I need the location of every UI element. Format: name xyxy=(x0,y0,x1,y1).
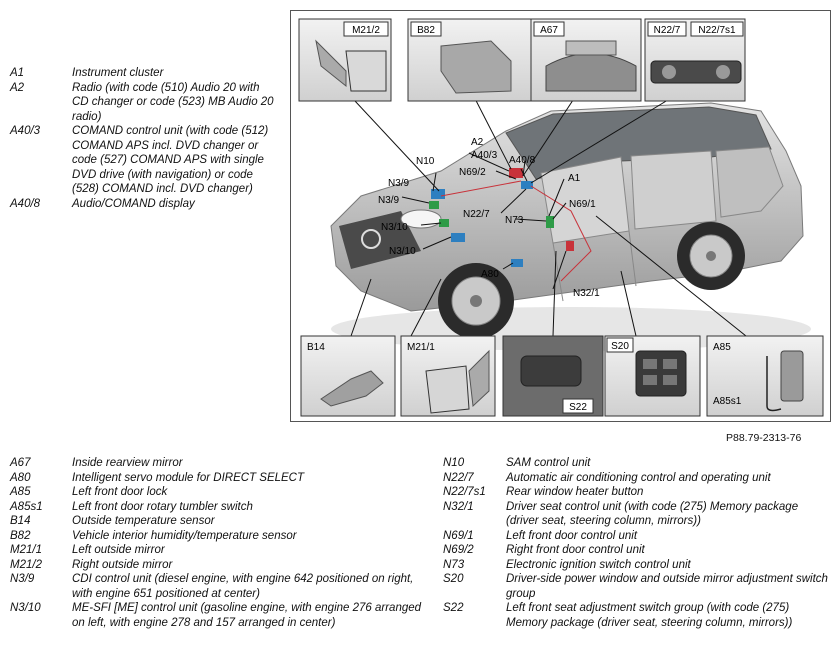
legend-code: M21/2 xyxy=(10,558,42,571)
legend-description: Driver-side power window and outside mirror adjustment switch group xyxy=(506,573,828,600)
label-b82: B82 xyxy=(417,25,435,36)
legend-description: Radio (with code (510) Audio 20 with CD changer or code (523) MB Audio 20 radio) xyxy=(72,81,274,123)
legend-entry xyxy=(10,514,425,529)
callout-n3-9-b: N3/9 xyxy=(378,195,400,206)
legend-description: Outside temperature sensor xyxy=(72,515,215,527)
legend-code: A40/8 xyxy=(10,197,41,210)
callout-a40-3: A40/3 xyxy=(471,150,498,161)
legend-code: A1 xyxy=(10,67,25,79)
legend-description: SAM control unit xyxy=(506,457,591,469)
label-s20: S20 xyxy=(611,341,629,352)
legend-entry xyxy=(443,543,833,558)
legend-description: Left front door rotary tumbler switch xyxy=(72,500,253,513)
legend-description: Driver seat control unit (with code (275) Memory package (driver seat, steering column, mirrors)) xyxy=(506,500,799,527)
component-location-diagram xyxy=(291,11,830,421)
callout-n3-10-a: N3/10 xyxy=(381,222,408,233)
legend-code: A80 xyxy=(10,471,31,484)
inset-s20 xyxy=(605,336,700,416)
legend-code: B82 xyxy=(10,529,31,542)
legend-code: A85s1 xyxy=(10,500,43,513)
legend-code: S20 xyxy=(443,573,464,585)
legend-description: Right outside mirror xyxy=(72,558,173,571)
inset-a85 xyxy=(707,336,823,416)
callout-a80: A80 xyxy=(481,269,499,280)
legend-description: Right front door control unit xyxy=(506,544,645,556)
legend-description: Left outside mirror xyxy=(72,544,165,556)
legend-description: Instrument cluster xyxy=(72,67,164,79)
label-a67: A67 xyxy=(540,25,558,36)
legend-code: N22/7 xyxy=(443,471,474,484)
legend-entry xyxy=(10,81,275,125)
legend-entry xyxy=(10,572,425,601)
inset-a67 xyxy=(531,19,641,101)
legend-entry xyxy=(10,529,425,544)
legend-code: A67 xyxy=(10,457,31,469)
legend-code: B14 xyxy=(10,515,31,527)
legend-description: COMAND control unit (with code (512) COMAND APS incl. DVD changer or code (527) COMAND APS with single DVD drive (with navigation) or code (528) COMAND incl. DVD changer) xyxy=(72,125,269,195)
legend-code: A2 xyxy=(10,81,25,94)
inset-b82 xyxy=(408,19,536,101)
legend-description: Intelligent servo module for DIRECT SELECT xyxy=(72,471,305,484)
inset-s22 xyxy=(503,336,603,416)
legend-description: CDI control unit (diesel engine, with engine 642 positioned on right, with engine 651 positioned at center) xyxy=(72,573,414,600)
callout-n69-2: N69/2 xyxy=(459,167,486,178)
label-a85: A85 xyxy=(713,342,731,353)
inset-m21-2 xyxy=(299,19,391,101)
label-m21-1: M21/1 xyxy=(407,342,435,353)
callout-n22-7: N22/7 xyxy=(463,209,490,220)
legend-entry xyxy=(10,456,425,471)
legend-description: Left front door control unit xyxy=(506,529,638,542)
label-a85s1: A85s1 xyxy=(713,396,742,407)
legend-description: Automatic air conditioning control and operating unit xyxy=(506,471,771,484)
callout-a40-8: A40/8 xyxy=(509,155,536,166)
reference-number: P88.79-2313-76 xyxy=(726,432,802,444)
legend-description: Left front door lock xyxy=(72,486,168,498)
callout-n32-1: N32/1 xyxy=(573,288,600,299)
legend-code: N73 xyxy=(443,558,465,571)
legend-entry xyxy=(443,572,833,601)
callout-n73: N73 xyxy=(505,215,524,226)
legend-entry xyxy=(10,543,425,558)
legend-bottom-right xyxy=(443,456,833,630)
legend-entry xyxy=(443,456,833,471)
legend-entry xyxy=(10,485,425,500)
legend-description: Electronic ignition switch control unit xyxy=(506,558,691,571)
inset-m21-1 xyxy=(401,336,495,416)
legend-code: N69/1 xyxy=(443,529,474,542)
legend-bottom-left xyxy=(10,456,425,630)
callout-a2: A2 xyxy=(471,137,484,148)
legend-description: Inside rearview mirror xyxy=(72,457,183,469)
callout-a1: A1 xyxy=(568,173,581,184)
legend-entry xyxy=(443,471,833,486)
legend-entry xyxy=(10,601,425,630)
legend-code: N3/10 xyxy=(10,602,41,614)
legend-entry xyxy=(10,124,275,197)
legend-entry xyxy=(10,500,425,515)
legend-code: M21/1 xyxy=(10,544,42,556)
legend-code: N10 xyxy=(443,457,465,469)
legend-entry xyxy=(443,601,833,630)
callout-n10: N10 xyxy=(416,156,435,167)
legend-code: A85 xyxy=(10,486,31,498)
legend-entry xyxy=(10,471,425,486)
legend-top xyxy=(10,66,275,211)
label-b14: B14 xyxy=(307,342,325,353)
callout-n69-1: N69/1 xyxy=(569,199,596,210)
legend-description: Vehicle interior humidity/temperature sensor xyxy=(72,529,297,542)
legend-code: S22 xyxy=(443,602,464,614)
legend-entry xyxy=(443,558,833,573)
legend-description: Audio/COMAND display xyxy=(72,197,195,210)
legend-description: ME-SFI [ME] control unit (gasoline engine, with engine 276 arranged on left, with engine 278 and 157 arranged in center) xyxy=(72,602,422,629)
inset-b14 xyxy=(301,336,395,416)
legend-entry xyxy=(443,529,833,544)
label-n22-7: N22/7 xyxy=(653,25,681,36)
label-m21-2: M21/2 xyxy=(352,25,380,36)
legend-code: N32/1 xyxy=(443,500,474,513)
legend-entry xyxy=(443,500,833,529)
label-s22: S22 xyxy=(569,402,587,413)
inset-n22-7 xyxy=(645,19,745,101)
callout-n3-9-a: N3/9 xyxy=(388,178,410,189)
label-n22-7s1: N22/7s1 xyxy=(698,25,736,36)
legend-code: A40/3 xyxy=(10,125,41,137)
legend-entry xyxy=(10,197,275,212)
legend-entry xyxy=(443,485,833,500)
legend-code: N3/9 xyxy=(10,573,35,585)
callout-n3-10-b: N3/10 xyxy=(389,246,416,257)
legend-description: Rear window heater button xyxy=(506,486,644,498)
diagram-frame xyxy=(290,10,831,422)
legend-code: N22/7s1 xyxy=(443,486,486,498)
legend-entry xyxy=(10,558,425,573)
legend-description: Left front seat adjustment switch group (with code (275) Memory package (driver seat, steering column, mirrors)) xyxy=(506,602,793,629)
legend-code: N69/2 xyxy=(443,544,474,556)
legend-entry xyxy=(10,66,275,81)
